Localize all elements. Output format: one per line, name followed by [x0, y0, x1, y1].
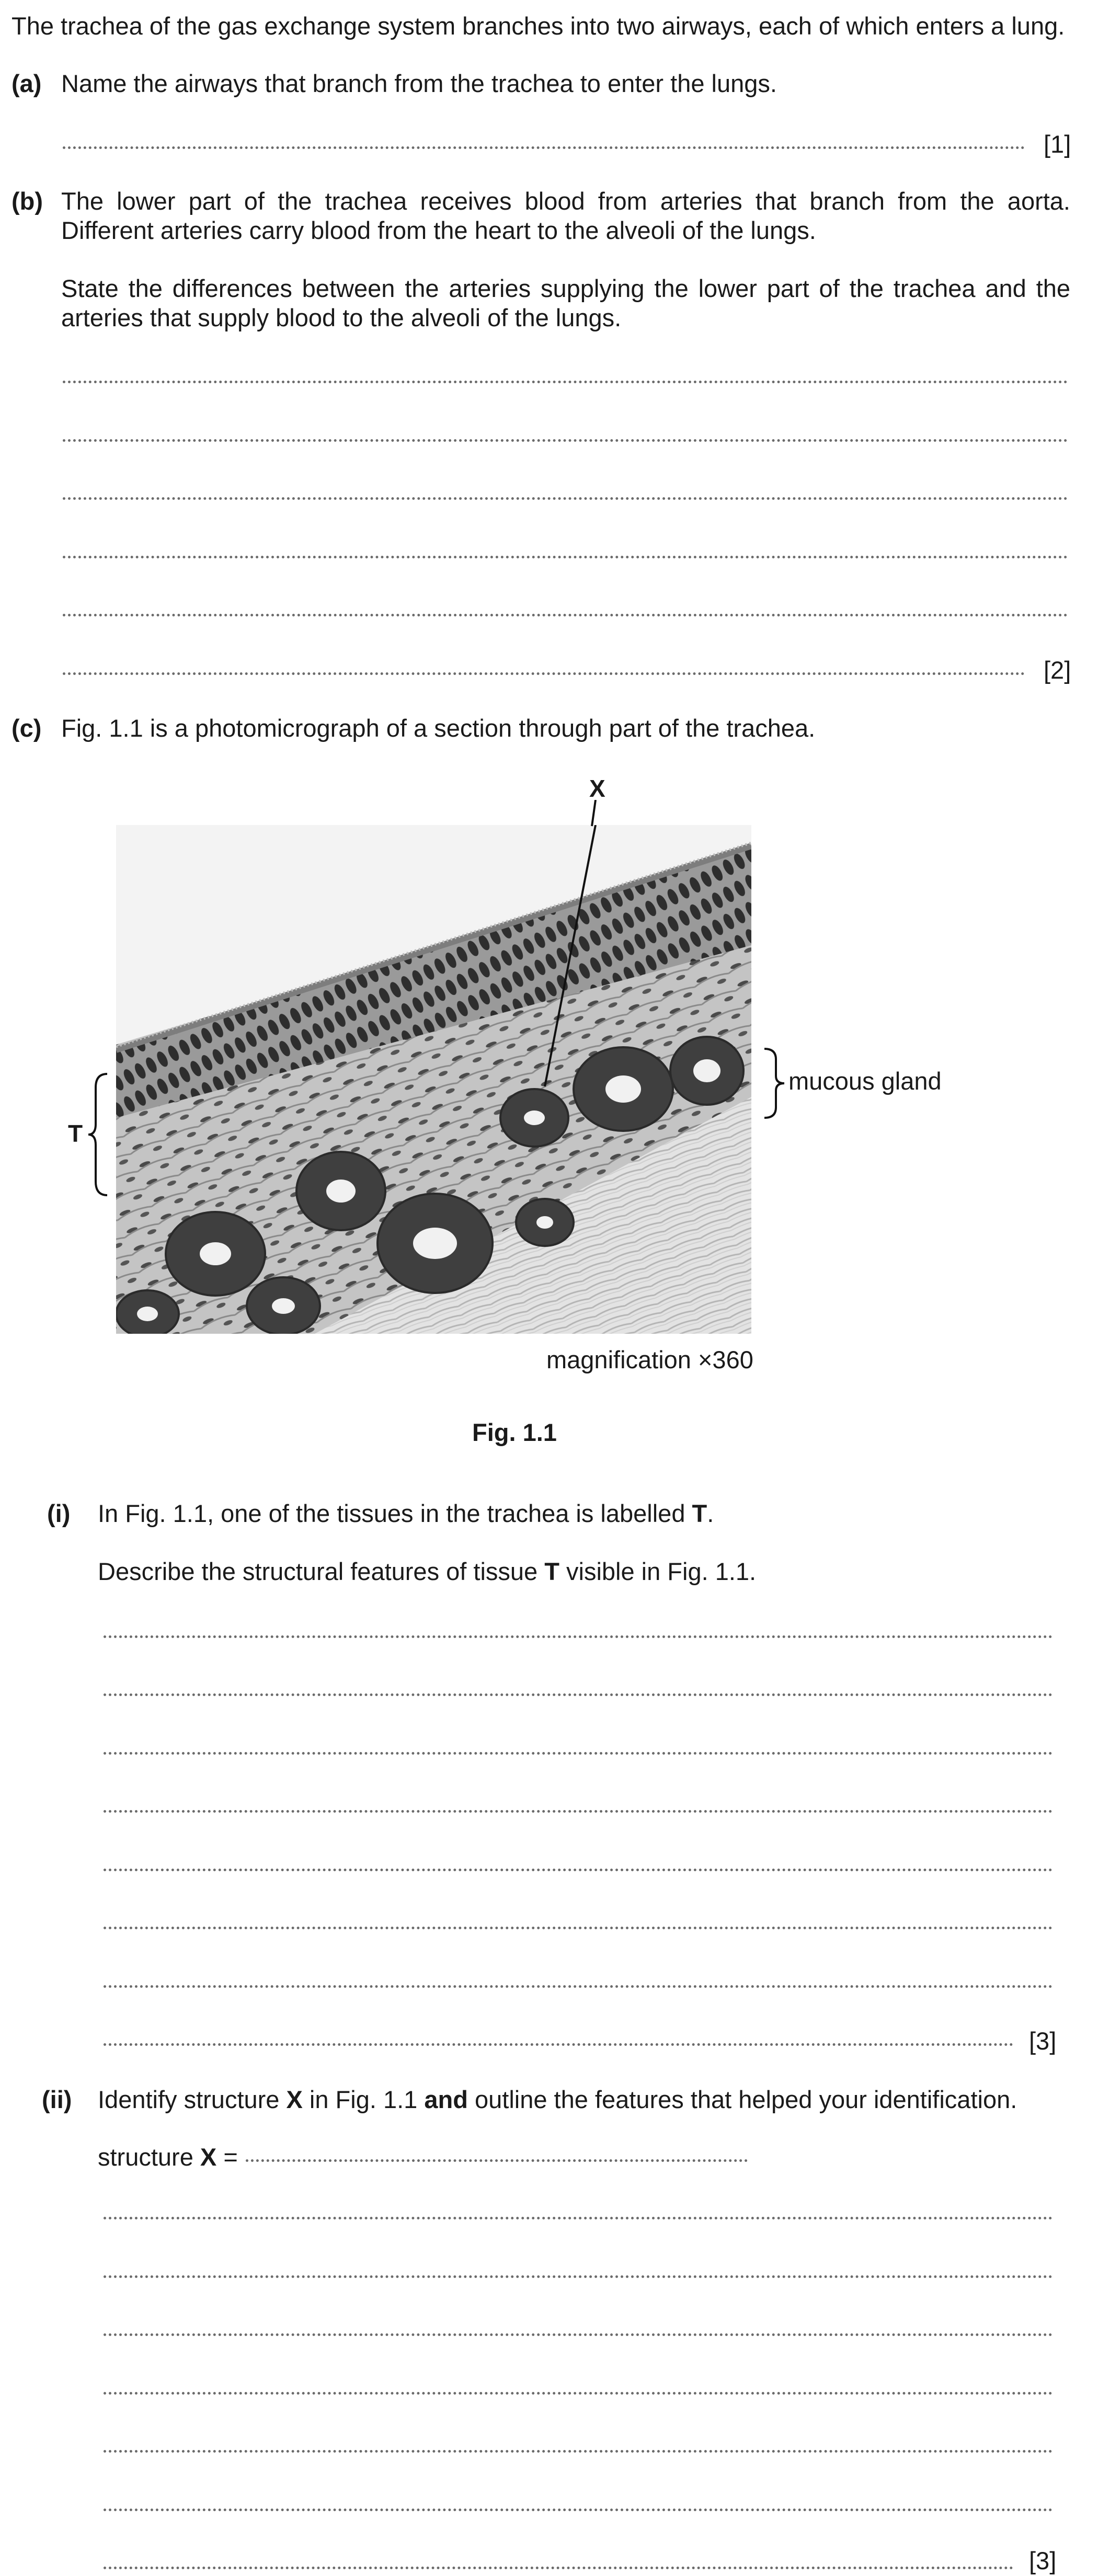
part-cii-marks: [3]: [1029, 2547, 1057, 2574]
answer-line-b5[interactable]: [63, 614, 1068, 616]
answer-line-b1[interactable]: [63, 381, 1068, 383]
answer-line-ci3[interactable]: [104, 1752, 1053, 1755]
part-cii-text: Identify structure X in Fig. 1.1 and outline the features that helped your identification.: [98, 2086, 1017, 2113]
part-ci-label: (i): [47, 1499, 71, 1527]
figure-label-x: X: [589, 775, 605, 802]
bracket-mucous-gland: [762, 1047, 788, 1123]
part-a-label: (a): [12, 70, 42, 97]
answer-line-ci2[interactable]: [104, 1693, 1053, 1696]
part-b-text1: The lower part of the trachea receives blood from arteries that branch from the aorta. Different arteries carry blood from the heart to the alveoli of the lungs.: [61, 187, 1070, 244]
answer-line-b2[interactable]: [63, 439, 1068, 442]
answer-line-b6[interactable]: [63, 672, 1025, 675]
answer-line-cii3[interactable]: [104, 2333, 1053, 2336]
part-cii-label: (ii): [42, 2086, 72, 2113]
part-b-text2: State the differences between the arteries supplying the lower part of the trachea and the arteries that supply blood to the alveoli of the lungs.: [61, 274, 1070, 331]
part-b-label: (b): [12, 187, 43, 215]
answer-line-ci1[interactable]: [104, 1635, 1053, 1638]
answer-line-cii4[interactable]: [104, 2392, 1053, 2395]
answer-line-b3[interactable]: [63, 497, 1068, 500]
answer-line-cii5[interactable]: [104, 2450, 1053, 2453]
structure-x-label: structure X =: [98, 2143, 238, 2171]
photomicrograph: [116, 825, 751, 1334]
part-a-marks: [1]: [1044, 130, 1071, 158]
part-ci-text: In Fig. 1.1, one of the tissues in the trachea is labelled T.: [98, 1499, 714, 1527]
figure-caption: Fig. 1.1: [472, 1418, 557, 1446]
part-c-text: Fig. 1.1 is a photomicrograph of a section through part of the trachea.: [61, 714, 816, 742]
pointer-line-x: [575, 800, 607, 834]
intro-text: The trachea of the gas exchange system branches into two airways, each of which enters a lung.: [12, 12, 1065, 40]
answer-line-ci6[interactable]: [104, 1927, 1053, 1929]
answer-line-ci4[interactable]: [104, 1810, 1053, 1813]
part-ci-question: Describe the structural features of tissue T visible in Fig. 1.1.: [98, 1558, 757, 1585]
part-a-question: Name the airways that branch from the trachea to enter the lungs.: [61, 70, 777, 97]
part-b-marks: [2]: [1044, 656, 1071, 684]
answer-line-cii2[interactable]: [104, 2275, 1053, 2278]
part-c-label: (c): [12, 714, 42, 742]
bracket-t: [86, 1072, 112, 1200]
part-ci-marks: [3]: [1029, 2027, 1057, 2055]
answer-line-a[interactable]: [63, 146, 1025, 149]
figure-magnification: magnification ×360: [546, 1346, 753, 1373]
answer-line-cii7[interactable]: [104, 2567, 1013, 2569]
answer-line-cii1[interactable]: [104, 2217, 1053, 2219]
figure-label-t: T: [68, 1120, 83, 1147]
answer-line-cii6[interactable]: [104, 2509, 1053, 2511]
structure-x-answer-line[interactable]: [246, 2159, 748, 2162]
answer-line-ci7[interactable]: [104, 1985, 1053, 1988]
figure-label-mucous-gland: mucous gland: [788, 1067, 942, 1095]
answer-line-ci5[interactable]: [104, 1869, 1053, 1871]
answer-line-b4[interactable]: [63, 556, 1068, 558]
answer-line-ci8[interactable]: [104, 2043, 1013, 2046]
